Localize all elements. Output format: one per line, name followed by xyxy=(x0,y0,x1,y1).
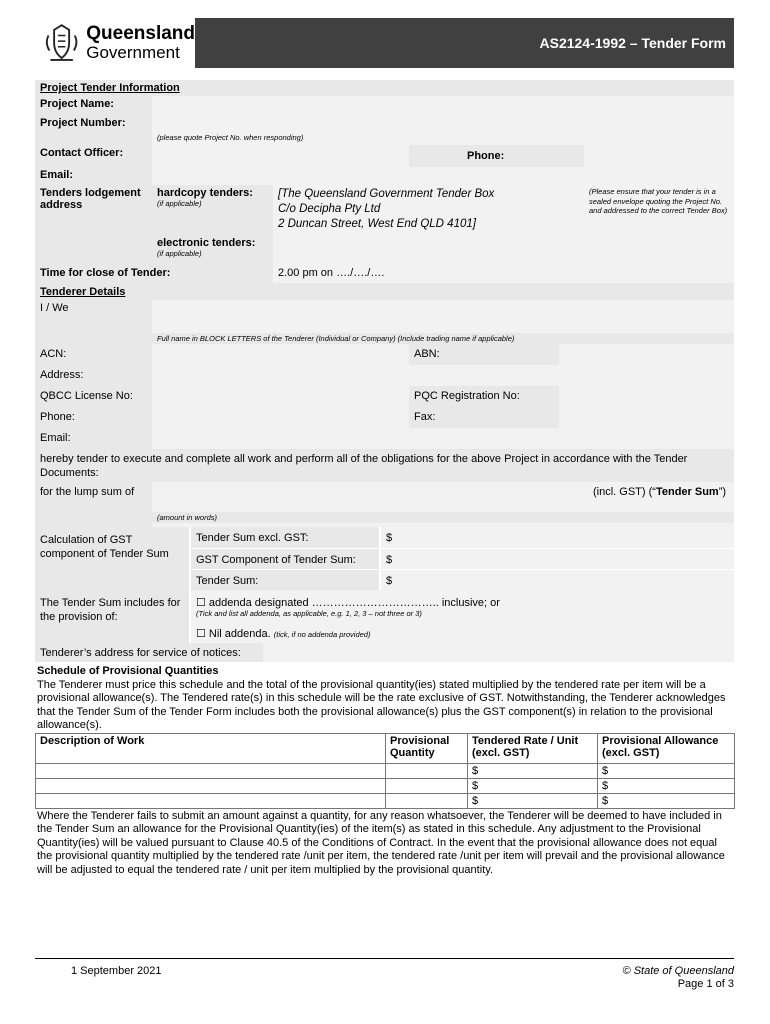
hardcopy-label-cell xyxy=(152,185,273,235)
col-rate: Tendered Rate / Unit (excl. GST) xyxy=(468,733,598,763)
nil-addenda-cell xyxy=(190,622,734,643)
allowance-cell[interactable]: $ xyxy=(598,793,735,808)
abn-field[interactable] xyxy=(559,344,734,365)
form-title-bar xyxy=(195,18,734,68)
tender-form-page xyxy=(35,18,734,877)
acn-field[interactable] xyxy=(152,344,409,365)
project-phone-label: Phone: xyxy=(409,145,584,167)
project-email-field[interactable] xyxy=(152,167,734,185)
address-label: Address: xyxy=(35,365,152,386)
hardcopy-label: hardcopy tenders: xyxy=(157,187,253,199)
col-allowance: Provisional Allowance (excl. GST) xyxy=(598,733,735,763)
schedule-closing: Where the Tenderer fails to submit an amount against a quantity, for any reason whatsoever, the Tenderer will be deemed to have included in the Tender Sum an allowance for the Provisional Quantity(ies) of the item(s) as stated in this schedule. Any adjustment to the Provisional Quantity(ies) will be valued pursuant to Clause 40.5 of the Conditions of Contract. In the event that the provisional allowance does not equal the provisional quantity multiplied by the tendered rate /unit per item, the tendered rate /unit per item will prevail and the provisional allowance will be adjusted to equal the tendered rate / unit per item multiplied by the provisional quantity. xyxy=(37,809,725,876)
fax-field[interactable] xyxy=(559,407,734,428)
header xyxy=(35,18,734,68)
allowance-cell[interactable]: $ xyxy=(598,763,735,778)
footer-right xyxy=(623,965,734,991)
close-time-value: 2.00 pm on …./…./…. xyxy=(273,265,734,283)
description-cell[interactable] xyxy=(36,778,386,793)
project-number-note: (please quote Project No. when responding) xyxy=(157,133,304,142)
qbcc-label: QBCC License No: xyxy=(35,386,152,407)
project-email-label: Email: xyxy=(35,167,152,185)
electronic-field[interactable] xyxy=(273,235,584,265)
project-number-label: Project Number: xyxy=(35,115,152,145)
notices-label: Tenderer’s address for service of notices: xyxy=(35,643,263,662)
project-phone-field[interactable] xyxy=(584,145,734,167)
form-title: AS2124-1992 – Tender Form xyxy=(539,35,726,51)
project-info-table xyxy=(35,80,734,283)
includes-label: The Tender Sum includes for the provision of: xyxy=(35,590,190,643)
incl-gst-text: (incl. GST) (“Tender Sum”) xyxy=(593,486,727,498)
close-time-label: Time for close of Tender: xyxy=(35,265,273,283)
tenderer-email-field[interactable] xyxy=(152,428,734,449)
gst-component-label: GST Component of Tender Sum: xyxy=(190,548,380,569)
electronic-label: electronic tenders: xyxy=(157,237,256,249)
addenda-note: (Tick and list all addenda, as applicable, e.g. 1, 2, 3 – not three or 3) xyxy=(196,609,422,618)
full-name-field[interactable] xyxy=(152,300,734,344)
nil-addenda-checkbox[interactable]: ☐ Nil addenda. xyxy=(196,628,271,640)
schedule-intro: The Tenderer must price this schedule and the total of the provisional quantity(ies) stated multiplied by the tendered rate per item will be a provisional allowance(s). The Tendered rate(s) in this schedule will be the rate exclusive of GST. Notwithstanding, the Tenderer acknowledges that the Tender Sum of the Tender Form includes both the provisional allowance(s) plus the GST component(s) in relation to the provisional allowance(s). xyxy=(37,678,726,731)
schedule-title: Schedule of Provisional Quantities xyxy=(37,665,219,677)
amount-words-note: (amount in words) xyxy=(152,512,734,523)
lump-sum-label: for the lump sum of xyxy=(35,482,152,527)
gst-calc-label: Calculation of GST component of Tender Sum xyxy=(35,527,190,590)
tenderer-details-table xyxy=(35,283,734,527)
col-quantity: Provisional Quantity xyxy=(386,733,468,763)
tenderer-section-title: Tenderer Details xyxy=(40,286,126,298)
col-description: Description of Work xyxy=(36,733,386,763)
rate-cell[interactable]: $ xyxy=(468,763,598,778)
tender-box-address: [The Queensland Government Tender Box C/o Decipha Pty Ltd 2 Duncan Street, West End QLD 4101] xyxy=(273,185,584,235)
contact-officer-field[interactable] xyxy=(152,145,409,167)
addenda-cell xyxy=(190,590,734,622)
addenda-checkbox[interactable]: ☐ addenda designated …………………………….. inclusive; or xyxy=(196,597,500,609)
tenderer-email-label: Email: xyxy=(35,428,152,449)
abn-label: ABN: xyxy=(409,344,559,365)
quantity-cell[interactable] xyxy=(386,778,468,793)
project-name-label: Project Name: xyxy=(35,96,152,115)
quantity-cell[interactable] xyxy=(386,793,468,808)
excl-gst-field[interactable]: $ xyxy=(380,527,734,548)
iwe-label: I / We xyxy=(35,300,152,344)
provisional-quantities-table xyxy=(35,733,735,809)
excl-gst-label: Tender Sum excl. GST: xyxy=(190,527,380,548)
qld-gov-logo xyxy=(35,18,195,68)
acn-label: ACN: xyxy=(35,344,152,365)
notices-field[interactable] xyxy=(263,643,734,662)
coat-of-arms-icon xyxy=(41,21,82,65)
hereby-text: hereby tender to execute and complete all work and perform all of the obligations for the above Project in accordance with the Tender Documents: xyxy=(40,453,688,479)
address-field[interactable] xyxy=(152,365,734,386)
logo-queensland: Queensland xyxy=(86,23,195,44)
project-section-title: Project Tender Information xyxy=(40,82,180,94)
gst-component-field[interactable]: $ xyxy=(380,548,734,569)
envelope-note: (Please ensure that your tender is in a sealed envelope quoting the Project No. and addressed to the correct Tender Box) xyxy=(584,185,734,265)
project-number-field[interactable] xyxy=(152,115,734,145)
tender-sum-field[interactable]: $ xyxy=(380,569,734,590)
table-row xyxy=(36,778,735,793)
lodgement-label: Tenders lodgement address xyxy=(35,185,152,265)
page-footer xyxy=(35,958,734,990)
description-cell[interactable] xyxy=(36,763,386,778)
electronic-label-cell xyxy=(152,235,273,265)
description-cell[interactable] xyxy=(36,793,386,808)
pqc-label: PQC Registration No: xyxy=(409,386,559,407)
full-name-note: Full name in BLOCK LETTERS of the Tenderer (Individual or Company) (Include trading name if applicable) xyxy=(152,333,734,344)
pqc-field[interactable] xyxy=(559,386,734,407)
nil-addenda-note: (tick, if no addenda provided) xyxy=(273,630,371,639)
rate-cell[interactable]: $ xyxy=(468,778,598,793)
fax-label: Fax: xyxy=(409,407,559,428)
footer-date: 1 September 2021 xyxy=(71,965,162,977)
contact-officer-label: Contact Officer: xyxy=(35,145,152,167)
table-row xyxy=(36,793,735,808)
lump-sum-field[interactable] xyxy=(152,482,734,527)
project-name-field[interactable] xyxy=(152,96,734,115)
tender-sum-label: Tender Sum: xyxy=(190,569,380,590)
quantity-cell[interactable] xyxy=(386,763,468,778)
allowance-cell[interactable]: $ xyxy=(598,778,735,793)
gst-calc-table xyxy=(35,527,734,643)
rate-cell[interactable]: $ xyxy=(468,793,598,808)
electronic-note: (if applicable) xyxy=(157,249,202,258)
qbcc-field[interactable] xyxy=(152,386,409,407)
tenderer-phone-field[interactable] xyxy=(152,407,409,428)
footer-copyright: © State of Queensland xyxy=(622,965,734,977)
logo-government: Government xyxy=(86,43,180,62)
tenderer-phone-label: Phone: xyxy=(35,407,152,428)
footer-page-number: Page 1 of 3 xyxy=(677,978,734,990)
table-row xyxy=(36,763,735,778)
notices-table xyxy=(35,643,734,662)
hardcopy-note: (if applicable) xyxy=(157,199,202,208)
